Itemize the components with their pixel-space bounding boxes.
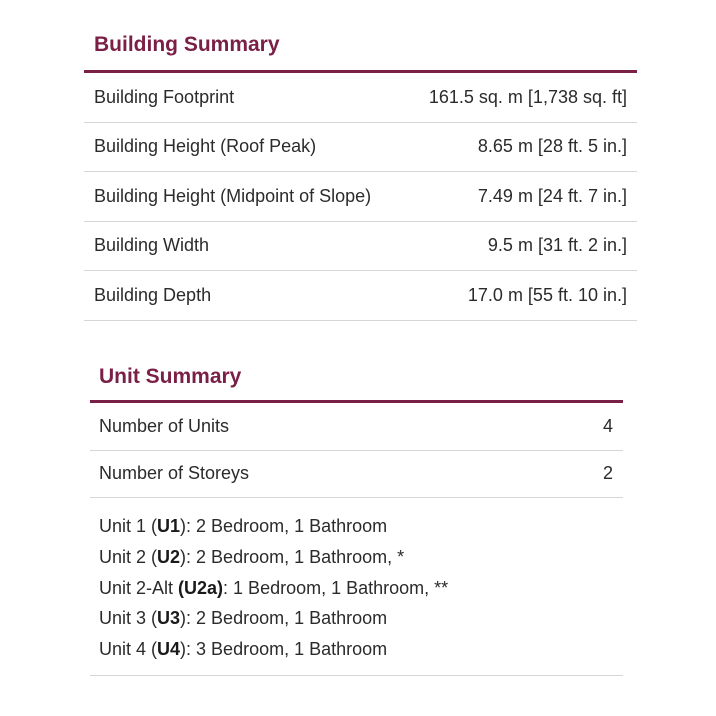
unit-prefix: Unit 1 ( [99, 516, 158, 536]
row-label: Number of Units [99, 415, 230, 436]
table-row [84, 222, 637, 272]
table-row [84, 123, 637, 173]
row-value: 2 [602, 463, 613, 484]
unit-suffix: : 1 Bedroom, 1 Bathroom, ** [223, 577, 449, 598]
row-value: 4 [602, 415, 613, 436]
row-label: Number of Storeys [99, 463, 250, 484]
list-item [99, 542, 614, 573]
unit-code: U4 [157, 639, 181, 660]
row-value: 17.0 m [55 ft. 10 in.] [467, 284, 627, 305]
row-label: Building Footprint [94, 86, 235, 107]
table-row [84, 172, 637, 222]
table-row [84, 73, 637, 123]
table-row [90, 403, 623, 451]
list-item [99, 603, 614, 634]
table-row [90, 451, 623, 499]
unit-suffix: ): 3 Bedroom, 1 Bathroom [180, 639, 388, 660]
building-summary-title: Building Summary [94, 33, 280, 56]
table-row [84, 271, 637, 321]
unit-list [90, 498, 623, 676]
unit-suffix: ): 2 Bedroom, 1 Bathroom [180, 516, 388, 536]
unit-prefix: Unit 3 ( [99, 608, 158, 629]
list-item [99, 511, 614, 542]
row-label: Building Height (Midpoint of Slope) [94, 185, 372, 206]
row-label: Building Height (Roof Peak) [94, 136, 317, 157]
list-item [99, 573, 614, 604]
unit-prefix: Unit 2-Alt [99, 577, 179, 598]
building-summary-section [84, 30, 637, 321]
unit-suffix: ): 2 Bedroom, 1 Bathroom, * [180, 546, 405, 567]
row-label: Building Width [94, 235, 210, 256]
row-value: 9.5 m [31 ft. 2 in.] [487, 235, 627, 256]
unit-prefix: Unit 4 ( [99, 639, 158, 660]
unit-code: U1 [157, 516, 181, 536]
list-item [99, 634, 614, 665]
row-value: 7.49 m [24 ft. 7 in.] [477, 185, 627, 206]
unit-prefix: Unit 2 ( [99, 546, 158, 567]
unit-suffix: ): 2 Bedroom, 1 Bathroom [180, 608, 388, 629]
unit-code: U3 [157, 608, 181, 629]
row-label: Building Depth [94, 284, 212, 305]
row-value: 8.65 m [28 ft. 5 in.] [477, 136, 627, 157]
unit-code: (U2a) [178, 577, 224, 598]
unit-code: U2 [157, 546, 181, 567]
unit-summary-section [90, 362, 623, 676]
row-value: 161.5 sq. m [1,738 sq. ft] [428, 86, 627, 107]
unit-summary-title: Unit Summary [99, 365, 242, 388]
